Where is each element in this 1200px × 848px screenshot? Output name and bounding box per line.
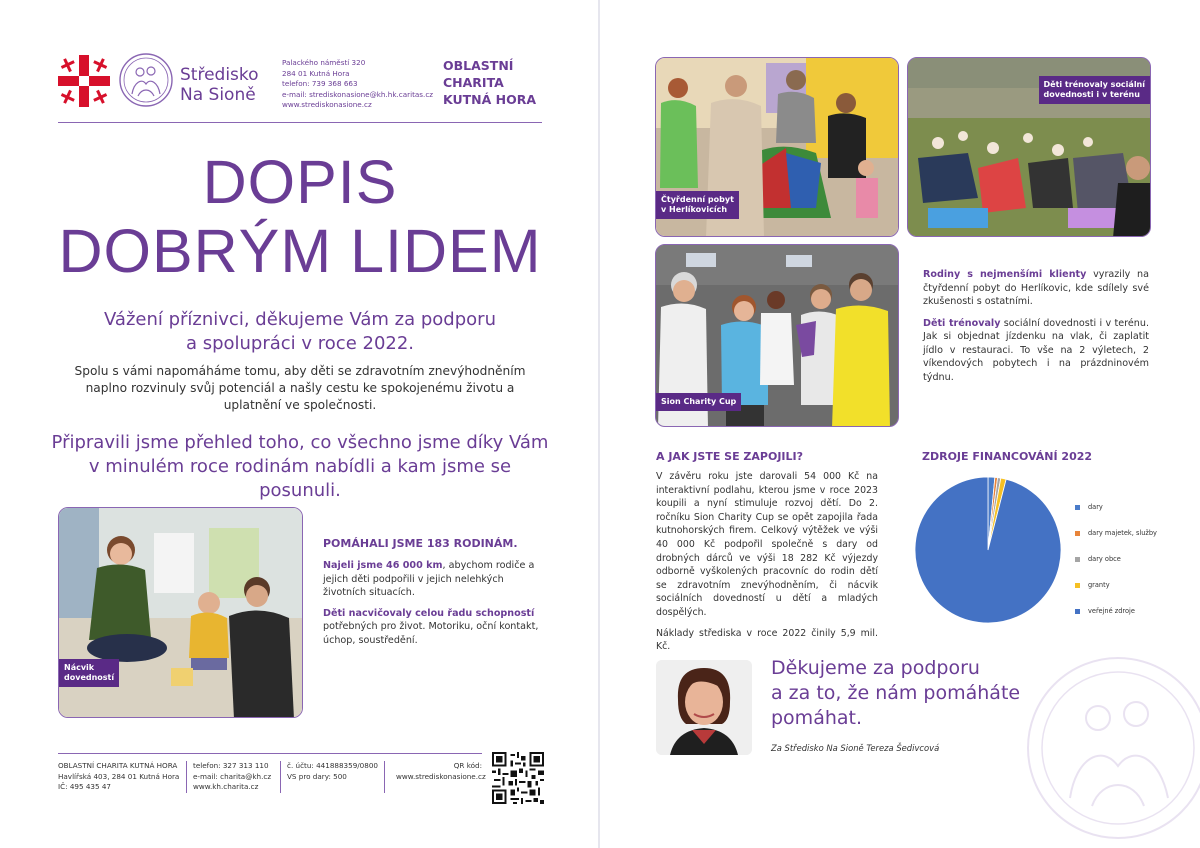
legend-swatch — [1075, 609, 1080, 614]
skills-photo-caption: Nácvik dovedností — [59, 659, 119, 687]
pie-slice-5 — [915, 477, 1061, 623]
join-heading: A JAK JSTE SE ZAPOJILI? — [656, 450, 804, 463]
thanks-message: Děkujeme za podporu a za to, že nám pomáháte pomáhat. — [771, 657, 1021, 729]
legend-label: veřejné zdroje — [1088, 607, 1135, 615]
help-text: Najeli jsme 46 000 km, abychom rodiče a jejich děti podpořili v jejich nelehkých životních situacích. Děti nacvičovaly celou řadu schopností potřebných pro život. Motoriku, oční kontakt, úchop, soustředění. — [323, 560, 539, 646]
portrait-image — [656, 660, 752, 755]
legend-item — [1075, 581, 1110, 589]
legend-swatch — [1075, 531, 1080, 536]
footer-qr-label: QR kód: www.strediskonasione.cz — [396, 761, 486, 781]
intro-paragraph: Spolu s vámi napomáháme tomu, aby děti se zdravotním znevýhodněním naplno rozvinuly svůj potenciál a našly cestu ke spokojenému životu a uplatnění ve společnosti. — [74, 364, 526, 412]
photo-charity-cup — [655, 244, 899, 427]
legend-item — [1075, 503, 1103, 511]
legend-label: dary obce — [1088, 555, 1121, 563]
chart-title: ZDROJE FINANCOVÁNÍ 2022 — [922, 450, 1093, 463]
overview-heading: Připravili jsme přehled toho, co všechno jsme díky Vám v minulém roce rodinám nabídli a kam jsme se posunuli. — [51, 432, 549, 501]
header-contact: Palackého náměstí 320 284 01 Kutná Hora telefon: 739 368 663 e-mail: strediskonasione@kh.hk.caritas.cz www.strediskonasione.cz — [282, 58, 434, 109]
join-text: V závěru roku jste darovali 54 000 Kč na interaktivní podlahu, kterou jsme v roce 2023 koupili a nyní stimuluje rozvoj dětí. Do 2. ročníku Sion Charity Cup se opět zapojila řada kutnohorských firem. Celkový výtěžek ve výši 40 000 Kč podpořil společně s dary od drobných dárců ve výši 18 282 Kč výjezdy odborně vyškolených pracovníc do rodin dětí se zdravotním znevýhodněním, či nácvik sociálních dovedností u dětí a mladých dospělých. Náklady střediska v roce 2022 činily 5,9 mil. Kč. — [656, 471, 878, 653]
header-divider — [58, 122, 542, 123]
footer-contact: telefon: 327 313 110 e-mail: charita@kh.cz www.kh.charita.cz — [193, 761, 272, 791]
sion-watermark-icon — [1018, 648, 1200, 848]
cup-photo-caption: Sion Charity Cup — [656, 393, 741, 411]
legend-item — [1075, 607, 1135, 615]
legend-swatch — [1075, 557, 1080, 562]
sion-logo-icon — [118, 52, 174, 108]
legend-item — [1075, 529, 1157, 537]
signature: Za Středisko Na Sioně Tereza Šedivcová — [771, 743, 940, 753]
help-heading: POMÁHALI JSME 183 RODINÁM. — [323, 537, 518, 550]
social-photo-caption: Děti trénovaly sociální dovednosti i v terénu — [1039, 76, 1150, 104]
footer-divider — [58, 753, 482, 754]
footer-separator — [280, 761, 281, 793]
left-page — [0, 0, 598, 848]
footer-separator — [384, 761, 385, 793]
legend-swatch — [1075, 583, 1080, 588]
org-name: OBLASTNÍ CHARITA KUTNÁ HORA — [443, 58, 537, 107]
page-spine — [598, 0, 600, 848]
footer-bank: č. účtu: 441888359/0800 VS pro dary: 500 — [287, 761, 378, 781]
portrait-photo — [656, 660, 752, 755]
families-text: Rodiny s nejmenšími klienty vyrazily na čtyřdenní pobyt do Herlíkovic, kde sdílely své zkušenosti s ostatními. Děti trénovaly sociální dovednosti i v terénu. Jak si objednat jízdenku na vlak, či zaplatit jídlo v restauraci. To vše na 2 výletech, 2 víkendových pobytech i na prázdninovém týdnu. — [923, 269, 1149, 383]
legend-label: dary — [1088, 503, 1103, 511]
legend-item — [1075, 555, 1121, 563]
photo-skills-training — [58, 507, 303, 718]
legend-label: dary majetek, služby — [1088, 529, 1157, 537]
photo-social-skills — [907, 57, 1151, 237]
photo-herlikovice-stay — [655, 57, 899, 237]
caritas-cross-logo — [58, 55, 110, 107]
funding-pie-chart — [912, 474, 1064, 626]
legend-label: granty — [1088, 581, 1110, 589]
greeting-heading: Vážení příznivci, děkujeme Vám za podporu a spolupráci v roce 2022. — [104, 309, 496, 354]
footer-separator — [186, 761, 187, 793]
stay-photo-caption: Čtyřdenní pobyt v Herlíkovicích — [656, 191, 739, 219]
legend-swatch — [1075, 505, 1080, 510]
logo-wordmark: Středisko Na Sioně — [180, 65, 259, 105]
page-title: DOPIS DOBRÝM LIDEM — [58, 148, 542, 285]
qr-code-icon[interactable] — [492, 752, 544, 804]
footer-address: OBLASTNÍ CHARITA KUTNÁ HORA Havlířská 403, 284 01 Kutná Hora IČ: 495 435 47 — [58, 761, 180, 791]
